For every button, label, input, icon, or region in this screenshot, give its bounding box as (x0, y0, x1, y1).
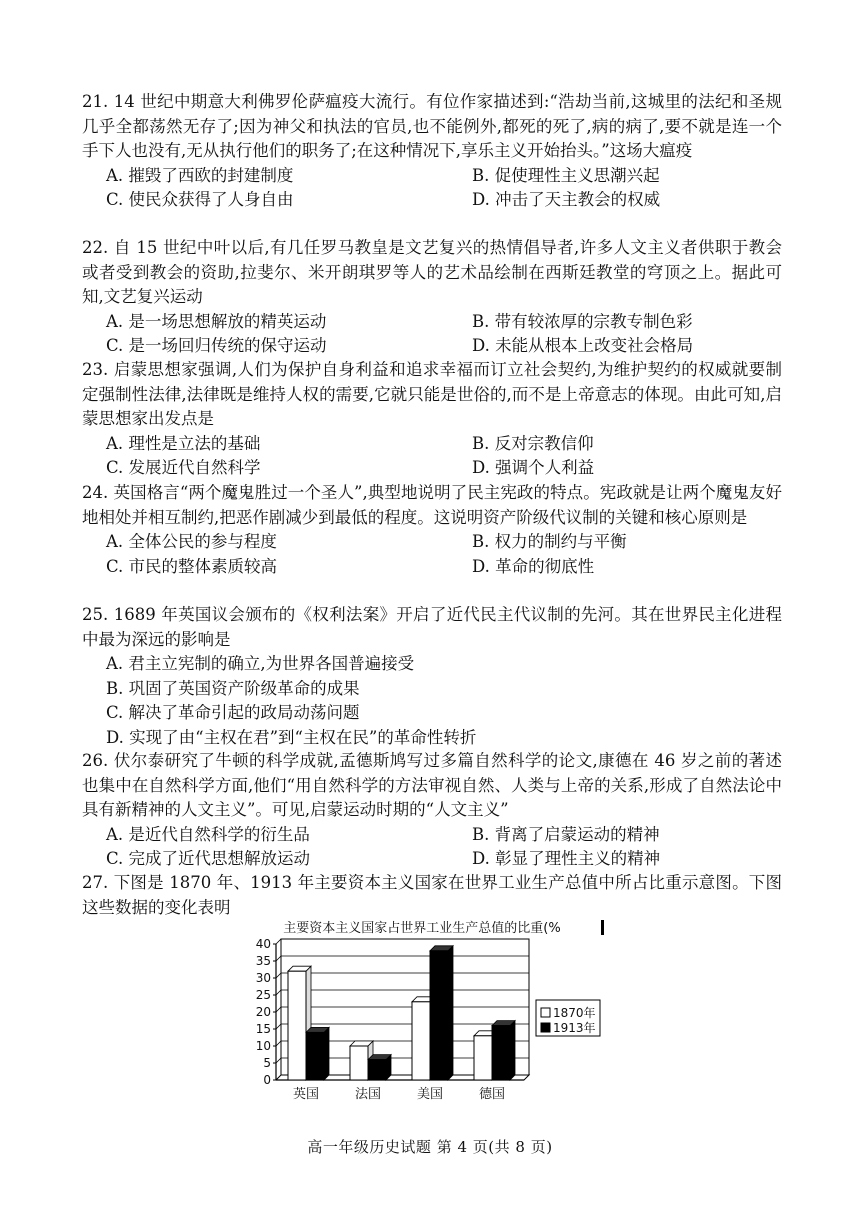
legend-label: 1913年 (553, 1021, 596, 1035)
y-tick-label: 0 (263, 1073, 271, 1087)
option-d: D. 彰显了理性主义的精神 (472, 849, 661, 869)
bar-1913年-德国 (492, 1026, 510, 1080)
question-23 (82, 358, 782, 481)
option-c: C. 解决了革命引起的政局动荡问题 (106, 703, 360, 723)
option-b: B. 反对宗教信仰 (472, 433, 594, 453)
legend-swatch (541, 1023, 550, 1032)
bar-1870年-法国 (350, 1046, 368, 1080)
option-b: B. 背离了启蒙运动的精神 (472, 824, 660, 844)
bar-1913年-美国 (430, 951, 448, 1080)
bar-1913年-法国 (368, 1060, 386, 1080)
question-stem: 24. 英国格言“两个魔鬼胜过一个圣人”,典型地说明了民主宪政的特点。宪政就是让两个魔鬼友好地相处并相互制约,把恶作剧减少到最低的程度。这说明资产阶级代议制的关键和核心原则是 (82, 483, 782, 527)
question-26 (82, 749, 782, 872)
option-c: C. 完成了近代思想解放运动 (106, 849, 311, 869)
options (82, 652, 782, 750)
option-d: D. 未能从根本上改变社会格局 (472, 336, 694, 356)
y-tick-label: 20 (255, 1005, 271, 1019)
question-stem: 21. 14 世纪中期意大利佛罗伦萨瘟疫大流行。有位作家描述到:“浩劫当前,这城里的法纪和圣规几乎全都荡然无存了;因为神父和执法的官员,也不能例外,都死的死了,病的病了,要不就是连一个手下人也没有,无从执行他们的职务了;在这种情况下,享乐主义开始抬头。”这场大瘟疫 (82, 92, 782, 161)
y-tick-label: 5 (263, 1056, 271, 1070)
question-stem: 26. 伏尔泰研究了牛顿的科学成就,孟德斯鸠写过多篇自然科学的论文,康德在 46 岁之前的著述也集中在自然科学方面,他们“用自然科学的方法审视自然、人类与上帝的关系,形成了自然法论中具有新精神的人文主义”。可见,启蒙运动时期的“人文主义” (82, 751, 782, 820)
category-label: 德国 (478, 1087, 506, 1102)
option-a: A. 摧毁了西欧的封建制度 (106, 165, 294, 185)
question-stem: 23. 启蒙思想家强调,人们为保护自身利益和追求幸福而订立社会契约,为维护契约的权威就要制定强制性法律,法律既是维持人权的需要,它就只能是世俗的,而不是上帝意志的体现。由此可知,启蒙思想家出发点是 (82, 360, 782, 429)
option-b: B. 促使理性主义思潮兴起 (472, 165, 660, 185)
option-d: D. 革命的彻底性 (472, 556, 595, 576)
title-bracket (601, 920, 604, 935)
y-tick-label: 40 (255, 937, 271, 951)
option-a: A. 全体公民的参与程度 (106, 532, 277, 552)
option-d: D. 冲击了天主教会的权威 (472, 190, 661, 210)
category-label: 法国 (354, 1087, 382, 1102)
question-21 (82, 90, 782, 213)
category-label: 英国 (292, 1087, 320, 1102)
options (82, 310, 782, 359)
option-a: A. 是一场思想解放的精英运动 (106, 311, 327, 331)
option-c: C. 使民众获得了人身自由 (106, 190, 294, 210)
legend-swatch (541, 1008, 550, 1017)
y-tick-label: 25 (255, 988, 271, 1002)
options (82, 530, 782, 579)
options (82, 432, 782, 481)
y-tick-label: 10 (255, 1039, 271, 1053)
options (82, 164, 782, 213)
page-footer: 高一年级历史试题 第 4 页(共 8 页) (307, 1138, 553, 1156)
bar-side (448, 946, 453, 1080)
question-27 (82, 871, 782, 920)
question-stem: 27. 下图是 1870 年、1913 年主要资本主义国家在世界工业生产总值中所占比重示意图。下图这些数据的变化表明 (82, 873, 782, 917)
option-b: B. 带有较浓厚的宗教专制色彩 (472, 311, 693, 331)
legend-label: 1870年 (553, 1006, 596, 1020)
bar-1870年-德国 (474, 1036, 492, 1080)
bar-chart (246, 914, 616, 1104)
option-a: A. 是近代自然科学的衍生品 (106, 824, 310, 844)
category-label: 美国 (416, 1087, 444, 1102)
option-d: D. 实现了由“主权在君”到“主权在民”的革命性转折 (106, 727, 477, 747)
option-c: C. 是一场回归传统的保守运动 (106, 336, 327, 356)
option-d: D. 强调个人利益 (472, 458, 595, 478)
option-a: A. 理性是立法的基础 (106, 433, 261, 453)
chart-title: 主要资本主义国家占世界工业生产总值的比重(% (283, 921, 561, 936)
bar-side (324, 1027, 329, 1080)
y-tick-label: 30 (255, 971, 271, 985)
bar-1913年-英国 (306, 1032, 324, 1080)
y-tick-label: 35 (255, 954, 271, 968)
bar-1870年-美国 (412, 1002, 430, 1080)
option-b: B. 巩固了英国资产阶级革命的成果 (106, 678, 360, 698)
option-c: C. 发展近代自然科学 (106, 458, 261, 478)
chart-plot-area (256, 937, 600, 1102)
bar-1870年-英国 (288, 971, 306, 1080)
question-stem: 22. 自 15 世纪中叶以后,有几任罗马教皇是文艺复兴的热情倡导者,许多人文主义者供职于教会或者受到教会的资助,拉斐尔、米开朗琪罗等人的艺术品绘制在西斯廷教堂的穹顶之上。据此可知,文艺复兴运动 (82, 238, 782, 307)
options (82, 823, 782, 872)
question-25 (82, 603, 782, 751)
option-a: A. 君主立宪制的确立,为世界各国普遍接受 (106, 654, 415, 674)
question-stem: 25. 1689 年英国议会颁布的《权利法案》开启了近代民主代议制的先河。其在世界民主化进程中最为深远的影响是 (82, 605, 782, 649)
bar-chart-svg (246, 914, 616, 1104)
question-22 (82, 236, 782, 359)
option-b: B. 权力的制约与平衡 (472, 532, 627, 552)
question-24 (82, 481, 782, 579)
bar-side (510, 1021, 515, 1080)
y-tick-label: 15 (255, 1022, 271, 1036)
option-c: C. 市民的整体素质较高 (106, 556, 278, 576)
